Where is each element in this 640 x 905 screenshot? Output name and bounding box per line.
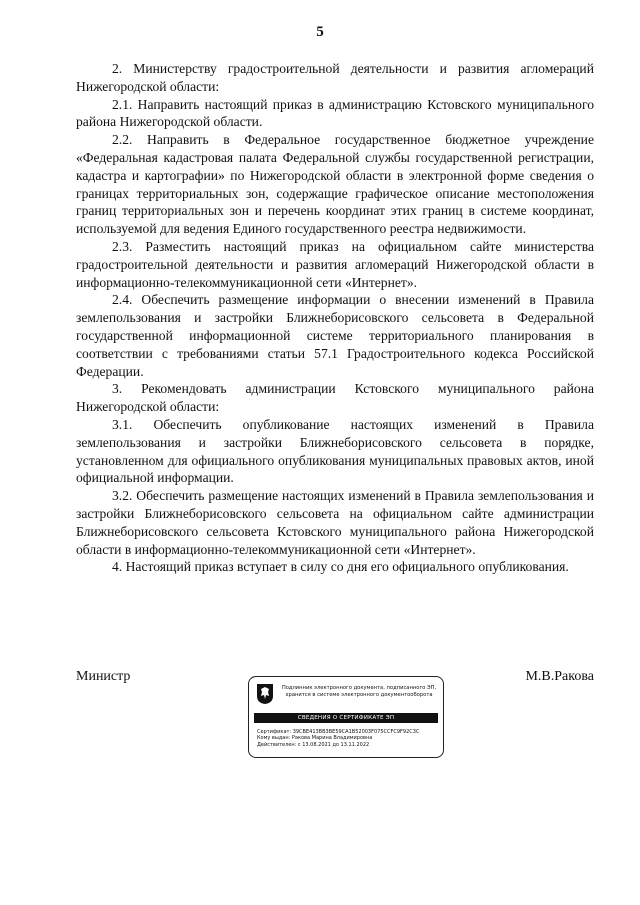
- paragraph-2-3: 2.3. Разместить настоящий приказ на официальном сайте министерства градостроительной деятельности и развития агломераций Нижегородской области в информационно-телекоммуникационной сети «Интернет».: [76, 238, 594, 290]
- paragraph-2: 2. Министерству градостроительной деятельности и развития агломераций Нижегородской области:: [76, 61, 594, 94]
- paragraph-4: 4. Настоящий приказ вступает в силу со дня его официального опубликования.: [112, 559, 569, 575]
- signatory-name: М.В.Ракова: [525, 669, 594, 684]
- stamp-issued-to: Кому выдан: Ракова Марина Владимировна: [257, 735, 373, 742]
- signatory-position: Министр: [76, 669, 131, 684]
- paragraph-2-4: 2.4. Обеспечить размещение информации о внесении изменений в Правила землепользования и застройки Ближнеборисовского сельсовета в Федеральной государственной информационной системе территориального планирования в соответствии с требованиями статьи 57.1 Градостроительного кодекса Российской Федерации.: [76, 292, 594, 379]
- page-number: 5: [316, 24, 324, 40]
- stamp-details: [257, 729, 437, 748]
- paragraph-3-2: 3.2. Обеспечить размещение настоящих изменений в Правила землепользования и застройки Ближнеборисовского сельсовета на официальном сайте администрации Ближнеборисовского сельсовета Кстовского муниципального района Нижегородской области в информационно-телекоммуникационной сети «Интернет».: [76, 488, 594, 557]
- document-body: [76, 60, 594, 576]
- stamp-title: СВЕДЕНИЯ О СЕРТИФИКАТЕ ЭП: [254, 713, 438, 723]
- paragraph-3: 3. Рекомендовать администрации Кстовского муниципального района Нижегородской области:: [76, 381, 594, 415]
- stamp-note: Подлинник электронного документа, подписанного ЭП, хранится в системе электронного документооборота: [281, 685, 437, 698]
- paragraph-2-1: 2.1. Направить настоящий приказ в администрацию Кстовского муниципального района Нижегородской области.: [76, 96, 594, 130]
- paragraph-3-1: 3.1. Обеспечить опубликование настоящих изменений в Правила землепользования и застройки Ближнеборисовского сельсовета в порядке, установленном для официального опубликования муниципальных правовых актов, иной официальной информации.: [76, 416, 594, 486]
- paragraph-2-2: 2.2. Направить в Федеральное государственное бюджетное учреждение «Федеральная кадастровая палата Федеральной службы государственной регистрации, кадастра и картографии» по Нижегородской области в электронной форме сведения о границах территориальных зон, содержащие графическое описание местоположения границ территориальных зон и перечень координат этих границ в системе координат, используемой для ведения Единого государственного реестра недвижимости.: [76, 132, 594, 237]
- stamp-certificate: Сертификат: 39CBE413BB3BE59CA1B52003F075CCFC9F92C3C: [257, 729, 420, 735]
- stamp-validity: Действителен: с 13.08.2021 до 13.11.2022: [257, 741, 370, 748]
- coat-of-arms-icon: [256, 683, 274, 705]
- e-signature-stamp: [248, 676, 444, 758]
